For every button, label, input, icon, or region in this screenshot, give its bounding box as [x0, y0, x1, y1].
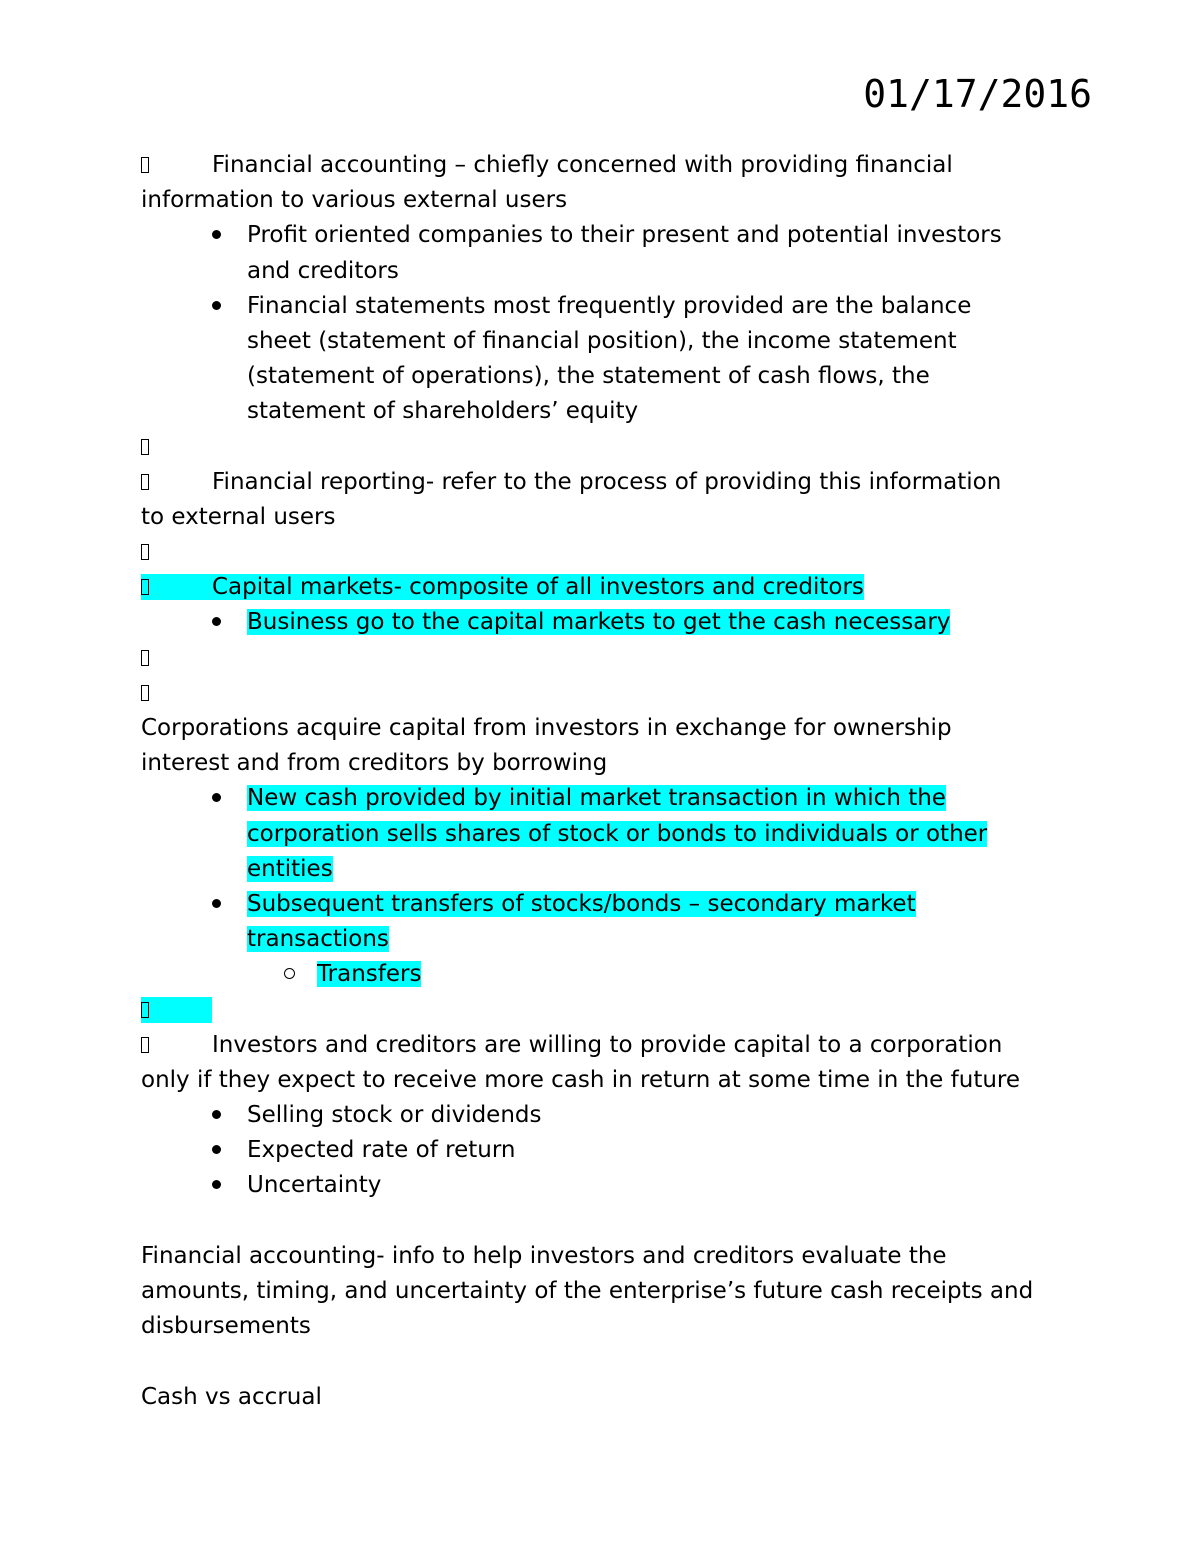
bullet-icon [212, 230, 221, 239]
bullet-icon [212, 1110, 221, 1119]
list-item: Expected rate of return [141, 1133, 1071, 1168]
highlighted-text: transactions [247, 926, 389, 953]
document-date: 01/17/2016 [863, 72, 1092, 116]
document-body [141, 148, 1071, 1415]
paragraph-line: disbursements [141, 1313, 311, 1340]
spacer [141, 1344, 1071, 1379]
list-item-continuation [141, 817, 1071, 852]
list-item [141, 781, 1071, 816]
paragraph-line [141, 570, 1071, 605]
paragraph-line: Financial accounting – chiefly concerned with providing financial [141, 148, 1071, 183]
missing-glyph-icon [141, 430, 212, 465]
highlighted-text: corporation sells shares of stock or bonds to individuals or other [247, 820, 988, 847]
paragraph-line: only if they expect to receive more cash in return at some time in the future [141, 1066, 1021, 1093]
missing-glyph-icon [141, 465, 212, 500]
missing-glyph-icon [141, 535, 212, 570]
list-item: Profit oriented companies to their present and potential investors [141, 218, 1071, 253]
list-item-continuation: (statement of operations), the statement of cash flows, the [247, 363, 930, 390]
highlighted-text: Subsequent transfers of stocks/bonds – secondary market [247, 890, 916, 917]
bullet-icon [212, 301, 221, 310]
highlighted-text: Transfers [317, 961, 422, 988]
list-item-continuation: and creditors [247, 257, 399, 284]
missing-glyph-icon [141, 148, 212, 183]
highlighted-text: Capital markets- composite of all investors and creditors [141, 574, 864, 600]
bullet-icon [212, 1180, 221, 1189]
list-item-continuation [141, 922, 1071, 957]
highlighted-text: New cash provided by initial market transaction in which the [247, 785, 946, 812]
paragraph-line: Investors and creditors are willing to provide capital to a corporation [141, 1028, 1071, 1063]
empty-line [141, 430, 1071, 465]
list-item [141, 605, 1071, 640]
missing-glyph-icon [141, 1028, 212, 1063]
bullet-icon [212, 793, 221, 802]
paragraph-line: interest and from creditors by borrowing [141, 750, 608, 777]
paragraph-line: Financial accounting- info to help investors and creditors evaluate the [141, 1242, 947, 1269]
paragraph-line: Financial reporting- refer to the process of providing this information [141, 465, 1071, 500]
bullet-icon [212, 617, 221, 626]
list-item [141, 887, 1071, 922]
paragraph-line: amounts, timing, and uncertainty of the enterprise’s future cash receipts and [141, 1278, 1034, 1304]
paragraph-line: to external users [141, 503, 336, 530]
list-item-continuation [141, 852, 1071, 887]
highlighted-text: Business go to the capital markets to get the cash necessary [247, 609, 951, 636]
empty-line [141, 641, 1071, 676]
highlighted-empty [141, 997, 212, 1023]
missing-glyph-icon [141, 641, 212, 676]
list-item-continuation: statement of shareholders’ equity [247, 398, 639, 425]
highlighted-text: entities [247, 855, 333, 882]
paragraph-line: Corporations acquire capital from investors in exchange for ownership [141, 715, 952, 741]
empty-line [141, 676, 1071, 711]
bullet-icon [212, 899, 221, 908]
missing-glyph-icon [141, 676, 212, 711]
spacer [141, 1204, 1071, 1239]
missing-glyph-icon [141, 993, 212, 1028]
list-item-continuation: sheet (statement of financial position), the income statement [247, 327, 957, 354]
empty-line [141, 993, 1071, 1028]
list-item: Financial statements most frequently provided are the balance [141, 289, 1071, 324]
list-item: Uncertainty [141, 1168, 1071, 1203]
bullet-icon [212, 1145, 221, 1154]
hollow-bullet-icon [284, 968, 295, 979]
empty-line [141, 535, 1071, 570]
paragraph-line: Cash vs accrual [141, 1383, 322, 1410]
paragraph-line: information to various external users [141, 187, 568, 214]
sub-list-item [141, 957, 1071, 992]
list-item: Selling stock or dividends [141, 1098, 1071, 1133]
missing-glyph-icon [141, 570, 212, 605]
